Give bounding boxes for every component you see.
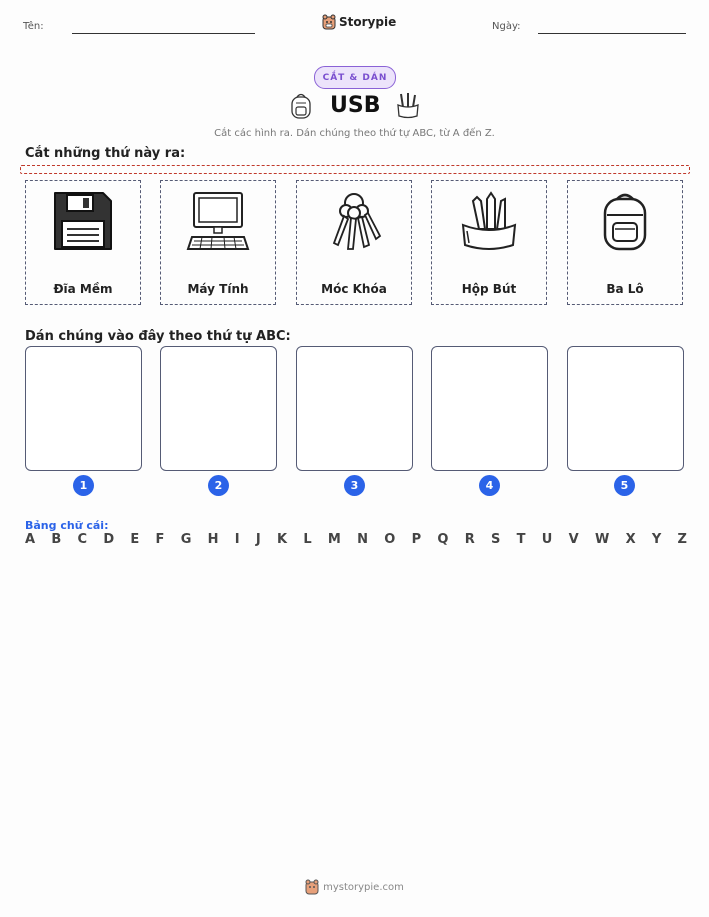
paste-heading: Dán chúng vào đây theo thứ tự ABC: xyxy=(25,329,291,344)
alphabet-letter: Y xyxy=(651,532,662,547)
pencil-case-icon xyxy=(457,189,521,253)
alphabet-letter: X xyxy=(625,532,636,547)
paste-box-2[interactable] xyxy=(160,346,277,471)
cut-card-label: Ba Lô xyxy=(606,282,644,296)
cut-card-keychain[interactable] xyxy=(296,180,412,305)
alphabet-letter: Z xyxy=(677,532,687,547)
alphabet-letter: H xyxy=(207,532,219,547)
alphabet-letter: S xyxy=(491,532,501,547)
cut-card-floppy[interactable] xyxy=(25,180,141,305)
floppy-disk-icon xyxy=(51,189,115,253)
page-title: USB xyxy=(330,93,381,118)
slot-number: 4 xyxy=(479,475,500,496)
alphabet-letter: E xyxy=(130,532,140,547)
alphabet-letter: B xyxy=(51,532,62,547)
alphabet-letter: N xyxy=(357,532,369,547)
slot-number: 1 xyxy=(73,475,94,496)
name-label: Tên: xyxy=(23,21,44,32)
backpack-icon xyxy=(593,189,657,253)
footer xyxy=(0,879,709,895)
slot-number: 5 xyxy=(614,475,635,496)
alphabet-letter: C xyxy=(77,532,88,547)
cut-card-label: Hộp Bút xyxy=(461,282,517,296)
instructions: Cắt các hình ra. Dán chúng theo thứ tự ABC, từ A đến Z. xyxy=(214,128,495,139)
footer-url[interactable]: mystorypie.com xyxy=(323,881,404,893)
slot-number: 2 xyxy=(208,475,229,496)
alphabet-letter: K xyxy=(277,532,288,547)
name-line xyxy=(72,33,255,34)
alphabet-letter: R xyxy=(464,532,475,547)
keychain-icon xyxy=(322,189,386,253)
backpack-icon xyxy=(289,92,313,120)
computer-icon xyxy=(186,189,250,253)
paste-box-5[interactable] xyxy=(567,346,684,471)
brand-name: Storypie xyxy=(339,15,397,29)
alphabet-letter: G xyxy=(180,532,192,547)
alphabet-letter: I xyxy=(234,532,240,547)
alphabet-letter: M xyxy=(327,532,341,547)
storypie-mascot-icon xyxy=(322,14,336,30)
alphabet-letter: L xyxy=(303,532,312,547)
alphabet-letter: T xyxy=(516,532,526,547)
alphabet-letter: P xyxy=(411,532,422,547)
pencil-case-icon xyxy=(396,91,420,119)
cut-line xyxy=(20,165,690,174)
storypie-mascot-icon xyxy=(305,879,319,895)
alphabet-letter: U xyxy=(541,532,553,547)
activity-badge: CẮT & DÁN xyxy=(314,66,396,89)
alphabet-label: Bảng chữ cái: xyxy=(25,519,109,532)
cut-card-computer[interactable] xyxy=(160,180,276,305)
alphabet-row xyxy=(25,532,687,547)
cut-card-label: Móc Khóa xyxy=(321,282,387,296)
alphabet-letter: Q xyxy=(437,532,449,547)
alphabet-letter: O xyxy=(384,532,396,547)
alphabet-letter: W xyxy=(594,532,610,547)
paste-box-4[interactable] xyxy=(431,346,548,471)
date-line xyxy=(538,33,686,34)
cut-card-pencil-case[interactable] xyxy=(431,180,547,305)
alphabet-letter: F xyxy=(155,532,165,547)
slot-number: 3 xyxy=(344,475,365,496)
cut-heading: Cắt những thứ này ra: xyxy=(25,146,186,161)
date-label: Ngày: xyxy=(492,21,521,32)
cut-card-label: Đĩa Mềm xyxy=(53,282,113,296)
alphabet-letter: D xyxy=(103,532,115,547)
alphabet-letter: J xyxy=(255,532,261,547)
paste-box-3[interactable] xyxy=(296,346,413,471)
paste-box-1[interactable] xyxy=(25,346,142,471)
alphabet-letter: V xyxy=(568,532,579,547)
brand-logo xyxy=(322,14,396,30)
cut-card-backpack[interactable] xyxy=(567,180,683,305)
alphabet-letter: A xyxy=(25,532,36,547)
cut-card-label: Máy Tính xyxy=(187,282,249,296)
